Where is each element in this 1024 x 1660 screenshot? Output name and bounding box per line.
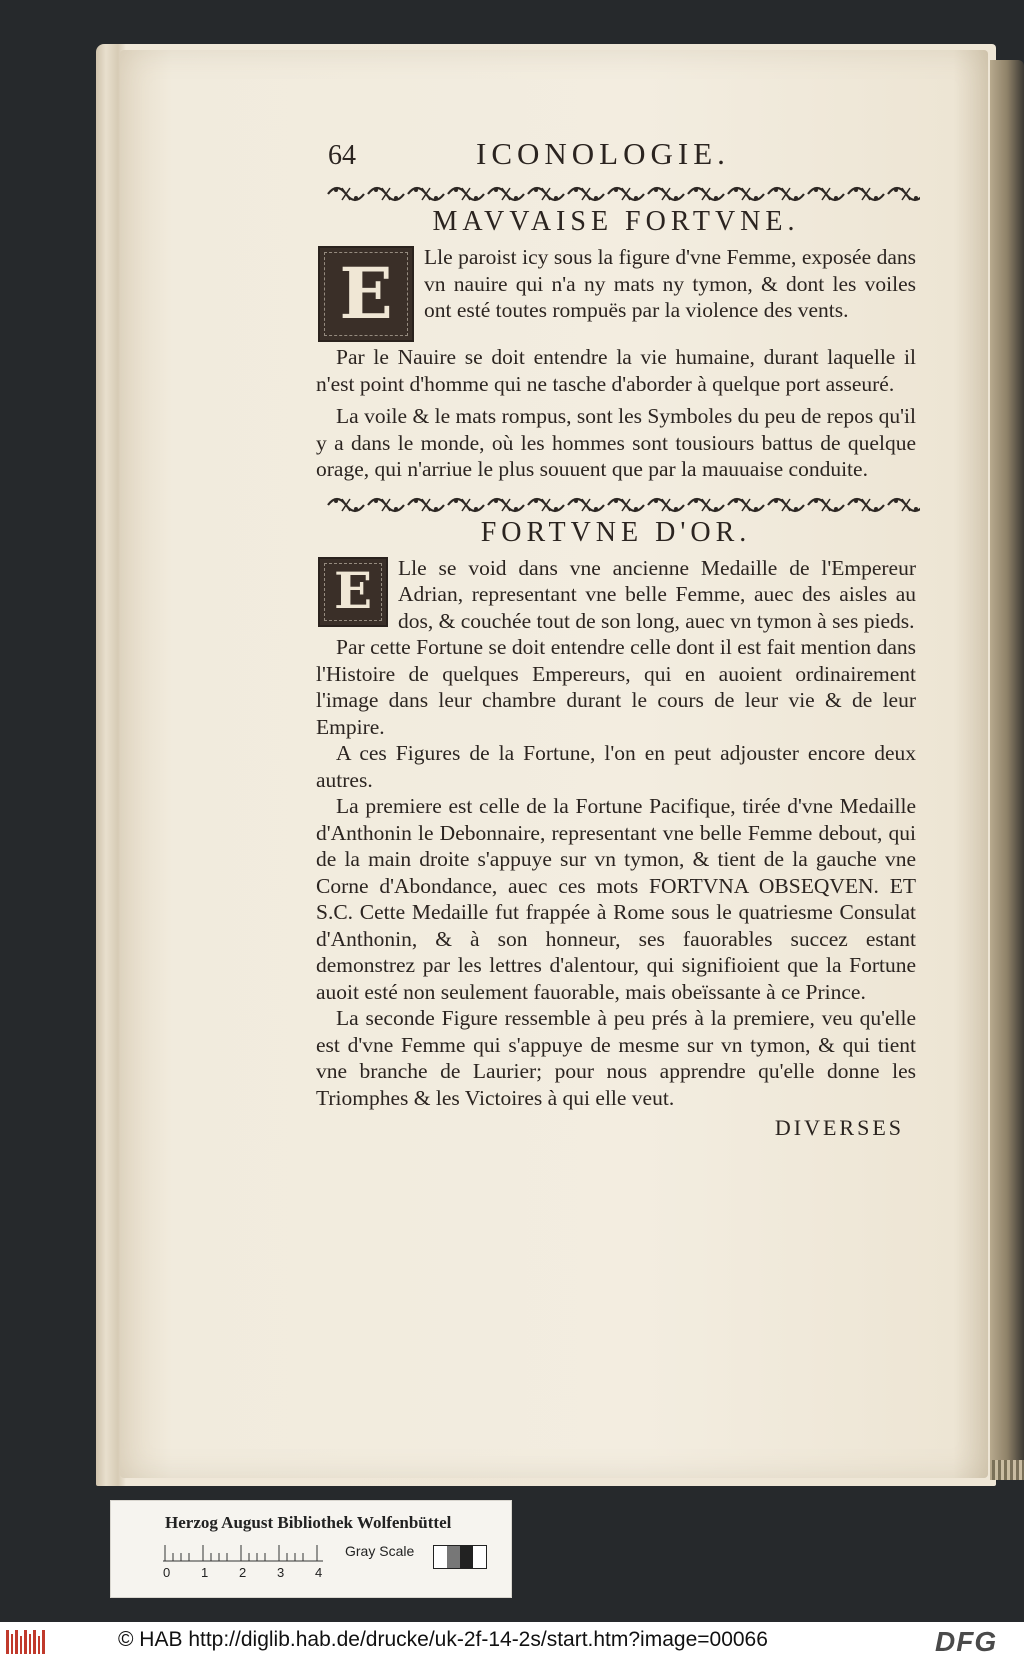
ruler-number: 0	[163, 1565, 171, 1580]
ornament-band-1	[326, 184, 920, 204]
grayscale-swatch	[433, 1545, 487, 1569]
decorated-initial: E	[318, 557, 388, 627]
ornament-band-2	[326, 495, 920, 515]
paragraph-text: Lle se void dans vne ancienne Medaille de l'Empereur Adrian, representant vne belle Femme, auec des aisles au dos, & couchée tout de son long, auec vn tymon à ses pieds.	[398, 555, 916, 633]
section-title: MAVVAISE FORTVNE.	[432, 206, 800, 237]
paragraph-text: Lle paroist icy sous la figure d'vne Femme, exposée dans vn nauire qui n'a ny mats ny tymon, & dont les voiles ont esté toutes rompuës par la violence des vents.	[424, 245, 916, 322]
paragraph: La premiere est celle de la Fortune Pacifique, tirée d'vne Medaille d'Anthonin le Debonnaire, representant vne belle Femme debout, qui de la main droite s'appuye sur vn tymon, & tient de la gauche vne Corne d'Abondance, auec ces mots FORTVNA OBSEQVEN. ET S.C. Cette Medaille fut frappée à Rome sous le quatriesme Consulat d'Anthonin, & à son honneur, ses fauorables succez estant demonstrez par les lettres d'alentour, qui signifioient que la Fortune auoit esté non seulement fauorable, mais obeïssante à ce Prince.	[316, 794, 916, 1004]
decorated-initial: E	[318, 246, 414, 342]
grayscale-label: Gray Scale	[345, 1543, 415, 1559]
ruler-number: 3	[277, 1565, 285, 1580]
library-label	[110, 1500, 512, 1598]
ruler-number: 2	[239, 1565, 247, 1580]
running-title: ICONOLOGIE.	[476, 136, 730, 171]
page-text	[316, 130, 916, 1141]
library-name: Herzog August Bibliothek Wolfenbüttel	[165, 1513, 452, 1532]
paragraph	[316, 555, 916, 635]
ruler-number: 4	[315, 1565, 323, 1580]
paragraph: Par le Nauire se doit entendre la vie humaine, durant laquelle il n'est point d'homme qui ne tasche d'aborder à quelque port asseuré.	[316, 345, 916, 396]
ruler-number: 1	[201, 1565, 209, 1580]
paragraph: A ces Figures de la Fortune, l'on en peut adjouster encore deux autres.	[316, 741, 916, 792]
page-header	[316, 130, 916, 176]
paragraph: Par cette Fortune se doit entendre celle dont il est fait mention dans l'Histoire de quelques Empereurs, qui en auoient ordinairement l'image dans leur chambre durant le cours de leur vie & de leur Empire.	[316, 635, 916, 739]
paragraph: La voile & le mats rompus, sont les Symboles du peu de repos qu'il y a dans le monde, où les hommes sont tousiours battus de quelque orage, qui n'arriue le plus souuent que par la mauuaise conduite.	[316, 404, 916, 481]
ruler-icon	[163, 1541, 323, 1567]
section-title: FORTVNE D'OR.	[480, 516, 752, 548]
facing-page-edge	[990, 60, 1024, 1480]
source-url[interactable]: © HAB http://diglib.hab.de/drucke/uk-2f-14-2s/start.htm?image=00066	[118, 1628, 768, 1651]
page-number: 64	[328, 140, 356, 171]
dfg-logo: DFG	[935, 1626, 998, 1657]
page-edge-texture	[992, 1460, 1024, 1480]
footer-bar	[0, 1622, 1024, 1660]
paragraph: La seconde Figure ressemble à peu prés à la premiere, veu qu'elle est d'vne Femme qui s'appuye de mesme sur vn tymon, & qui tient vne branche de Laurier; pour nous apprendre qu'elle donne les Triomphes & les Victoires à qui elle veut.	[316, 1006, 916, 1110]
section-fortune-dor	[316, 517, 916, 1112]
catchword: DIVERSES	[774, 1115, 904, 1140]
hab-logo-icon	[6, 1630, 46, 1654]
ornament-band-icon	[326, 495, 920, 515]
ornament-band-icon	[326, 184, 920, 204]
paragraph	[316, 244, 916, 335]
section-mauvaise-fortune	[316, 206, 916, 483]
